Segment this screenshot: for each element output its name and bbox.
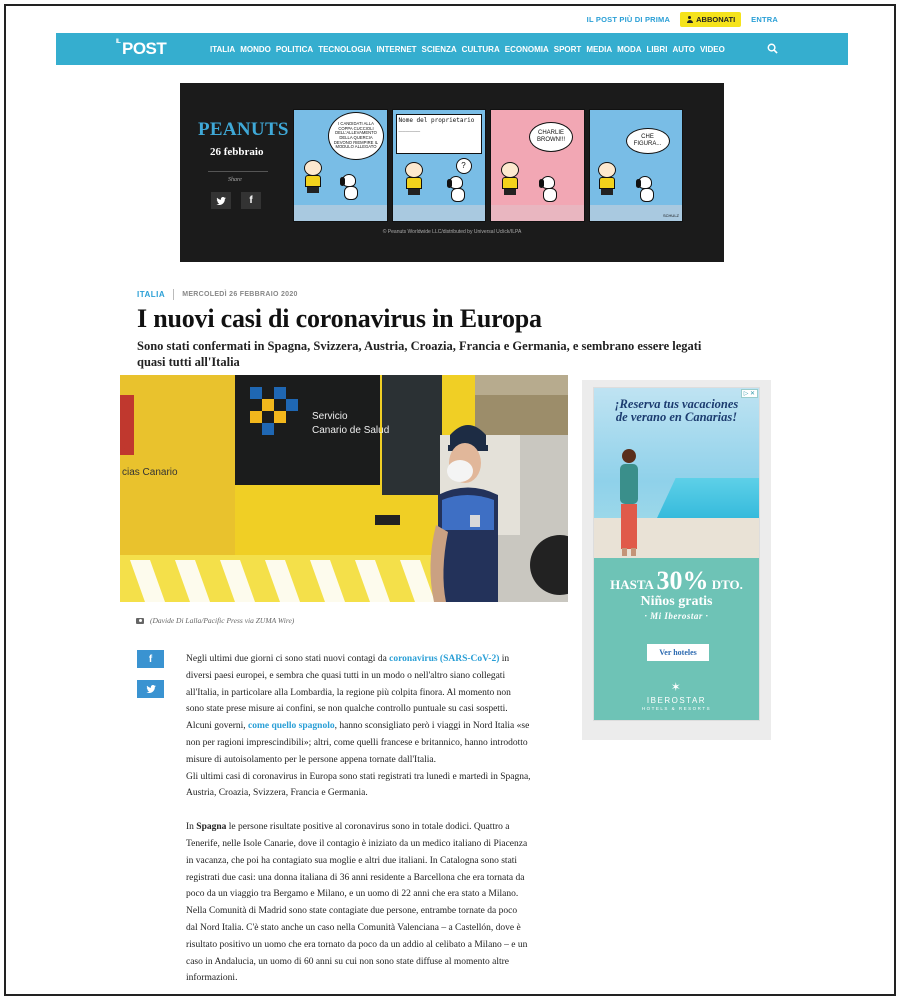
nav-item-politica[interactable]: POLITICA [275, 44, 314, 54]
nav-item-mondo[interactable]: MONDO [240, 44, 271, 54]
banner-divider [208, 171, 268, 172]
p1-text-b: in diversi paesi europei, e sembra che quasi tutti in un modo o nell'altro siano collegati all'Italia, in particolare alla Lombardia, la regione più colpita finora. Al momento non sono state prese misure ai confini, se non qualche controllo puntuale su casi sospetti. Alcuni governi, [186, 654, 511, 732]
panel-2-form: Nome del proprietario ______ [396, 114, 482, 154]
panel-ground [393, 205, 486, 221]
caption-text: (Davide Di Lalla/Pacific Press via ZUMA Wire) [150, 616, 295, 625]
nav-item-cultura[interactable]: CULTURA [461, 44, 500, 54]
panel-3-balloon: CHARLIE BROWN!!! [529, 122, 573, 152]
panel-1-balloon: I CANDIDATI ALLA COPPA CUCCIOLI DELL'ALLEVAMENTO DELLA QUERCIA DEVONO RIEMPIRE IL MODULO ALLEGATO [328, 112, 384, 160]
nav-item-tecnologia[interactable]: TECNOLOGIA [318, 44, 372, 54]
ambulance-scene-illustration [120, 375, 568, 602]
comic-panel-1 [293, 109, 388, 222]
banner-twitter-button[interactable] [211, 192, 231, 209]
subscribe-label: ABBONATI [696, 15, 736, 24]
utility-bar [587, 12, 778, 27]
paragraph-3 [186, 819, 531, 987]
iberostar-ad[interactable] [593, 387, 760, 721]
vehicle-text-c: C [122, 437, 132, 452]
nav-item-video[interactable]: VIDEO [699, 44, 725, 54]
main-navbar [56, 33, 848, 65]
comic-panel-3 [490, 109, 585, 222]
facebook-icon: f [148, 653, 153, 665]
subscribe-button[interactable] [680, 12, 741, 27]
article-subtitle: Sono stati confermati in Spagna, Svizzera, Austria, Croazia, Francia e Germania, e sembrano essere legati quasi tutti all'Italia [137, 339, 702, 369]
article-title: I nuovi casi di coronavirus in Europa [137, 304, 542, 333]
page-frame [4, 4, 896, 996]
ad-headline-line-1: ¡Reserva tus vacaciones [614, 397, 739, 411]
share-twitter-button[interactable] [137, 680, 164, 698]
camera-icon [136, 618, 144, 624]
comic-strip [293, 109, 683, 222]
sidebar-ad-container [582, 380, 771, 740]
panel-2-balloon: ? [456, 158, 472, 174]
peanuts-date: 26 febbraio [210, 146, 264, 158]
nav-item-scienza[interactable]: SCIENZA [421, 44, 457, 54]
nav-item-sport[interactable]: SPORT [553, 44, 582, 54]
ad-brand [594, 680, 759, 711]
share-label: Share [228, 177, 242, 183]
logo-il: IL [116, 39, 121, 45]
nav-item-moda[interactable]: MODA [617, 44, 642, 54]
article-date: MERCOLEDÌ 26 FEBBRAIO 2020 [182, 291, 298, 298]
peanuts-title: PEANUTS [198, 119, 289, 140]
coronavirus-link[interactable]: coronavirus (SARS-CoV-2) [389, 654, 500, 664]
ad-headline-line-2: de verano en Canarias! [615, 410, 738, 424]
twitter-icon [146, 685, 156, 693]
p1-text-c: , hanno sconsigliato però i viaggi in Nord Italia «se non per ragioni imprescindibili»; altri, come quelli francese e britannico, hanno introdotto misure di autoisolamento per le persone appena tornate dall'Italia. [186, 721, 530, 765]
panel-ground [294, 205, 387, 221]
site-logo[interactable] [118, 39, 178, 59]
comic-panel-2 [392, 109, 487, 222]
article-meta [137, 289, 298, 300]
nav-item-economia[interactable]: ECONOMIA [504, 44, 549, 54]
ad-promo [594, 566, 759, 621]
nav-item-italia[interactable]: ITALIA [210, 44, 236, 54]
ad-discount-prefix: HASTA [610, 577, 657, 592]
ad-brand-name: IBEROSTAR [646, 696, 707, 705]
article-hero-image [120, 375, 568, 602]
panel-ground [491, 205, 584, 221]
nav-item-libri[interactable]: LIBRI [646, 44, 668, 54]
spanish-government-link[interactable]: come quello spagnolo [248, 721, 335, 732]
p3-text-b: le persone risultate positive al coronavirus sono in totale dodici. Quattro a Tenerife, nelle Isole Canarie, dove il contagio è iniziato da un medico italiano di Piacenza in vacanza, che poi ha contagiato sua moglie e altri due italiani. In Catalogna sono stati registrati due casi: una donna italiana di 36 anni residente a Barcellona che era tornata da poco da un viaggio tra Bergamo e Milano, e un uomo di 22 anni che era stato a Milano. Nella Comunità di Madrid sono state contagiate due persone, entrambe tornate da poco dal Nord Italia. C'è stato anche un caso nella Comunità Valenciana – a Castellón, dove è risultato positivo un uomo che era tornato da poco da un addio al celibato a Milano – e un caso in Andalucia, un uomo di 60 anni su cui non sono state diffuse al momento altre informazioni. [186, 822, 528, 984]
ad-discount-suffix: DTO. [708, 577, 743, 592]
article-category[interactable]: ITALIA [137, 290, 166, 299]
article-body [186, 651, 531, 987]
nav-item-media[interactable]: MEDIA [586, 44, 613, 54]
spagna-bold: Spagna [196, 822, 227, 833]
search-icon[interactable] [767, 43, 778, 54]
ad-headline [594, 398, 759, 424]
login-link[interactable]: ENTRA [751, 15, 778, 24]
comic-panel-4 [589, 109, 684, 222]
section-nav [210, 45, 725, 54]
logo-post: POST [122, 39, 167, 58]
p3-text-a: In [186, 822, 197, 833]
ad-couple-illustration [614, 448, 644, 556]
vehicle-text-salud: Canario de Salud [312, 425, 390, 436]
comic-signature: SCHULZ [662, 213, 679, 218]
banner-facebook-button[interactable] [241, 192, 261, 209]
p1-text-a: Negli ultimi due giorni ci sono stati nuovi contagi da [186, 654, 390, 664]
adchoices-icon[interactable]: ▷ ✕ [741, 389, 758, 398]
ad-discount-value: 30% [656, 566, 709, 595]
panel-4-balloon: CHE FIGURA... [626, 128, 670, 154]
paragraph-2: Gli ultimi casi di coronavirus in Europa sono stati registrati tra lunedì e martedì in Spagna, Austria, Croazia, Svizzera, Francia e Germania. [186, 771, 531, 799]
ad-kids-free: Niños gratis [640, 594, 713, 609]
user-icon [686, 16, 693, 23]
iberostar-star-icon: ✶ [670, 680, 683, 694]
ad-brand-tag: HOTELS & RESORTS [641, 706, 712, 711]
nav-item-internet[interactable]: INTERNET [376, 44, 417, 54]
comic-copyright: © Peanuts Worldwide LLC/distributed by Universal Uclick/ILPA [382, 229, 522, 235]
photo-caption [136, 616, 294, 625]
facebook-icon: f [249, 195, 253, 206]
vehicle-text-servicio: Servicio [312, 411, 348, 422]
vehicle-text-canario: cias Canario [122, 467, 178, 478]
share-facebook-button[interactable] [137, 650, 164, 668]
ad-discount-line [594, 566, 759, 596]
twitter-icon [216, 197, 226, 205]
paragraph-1 [186, 651, 531, 769]
ad-cta-button[interactable]: Ver hoteles [647, 644, 709, 661]
ad-mi-iberostar: · Mi Iberostar · [644, 611, 709, 621]
peanuts-banner[interactable] [180, 83, 724, 262]
nav-item-auto[interactable]: AUTO [672, 44, 695, 54]
meta-divider [173, 289, 174, 300]
post-piu-di-prima-link[interactable]: IL POST PIÙ DI PRIMA [586, 15, 671, 24]
